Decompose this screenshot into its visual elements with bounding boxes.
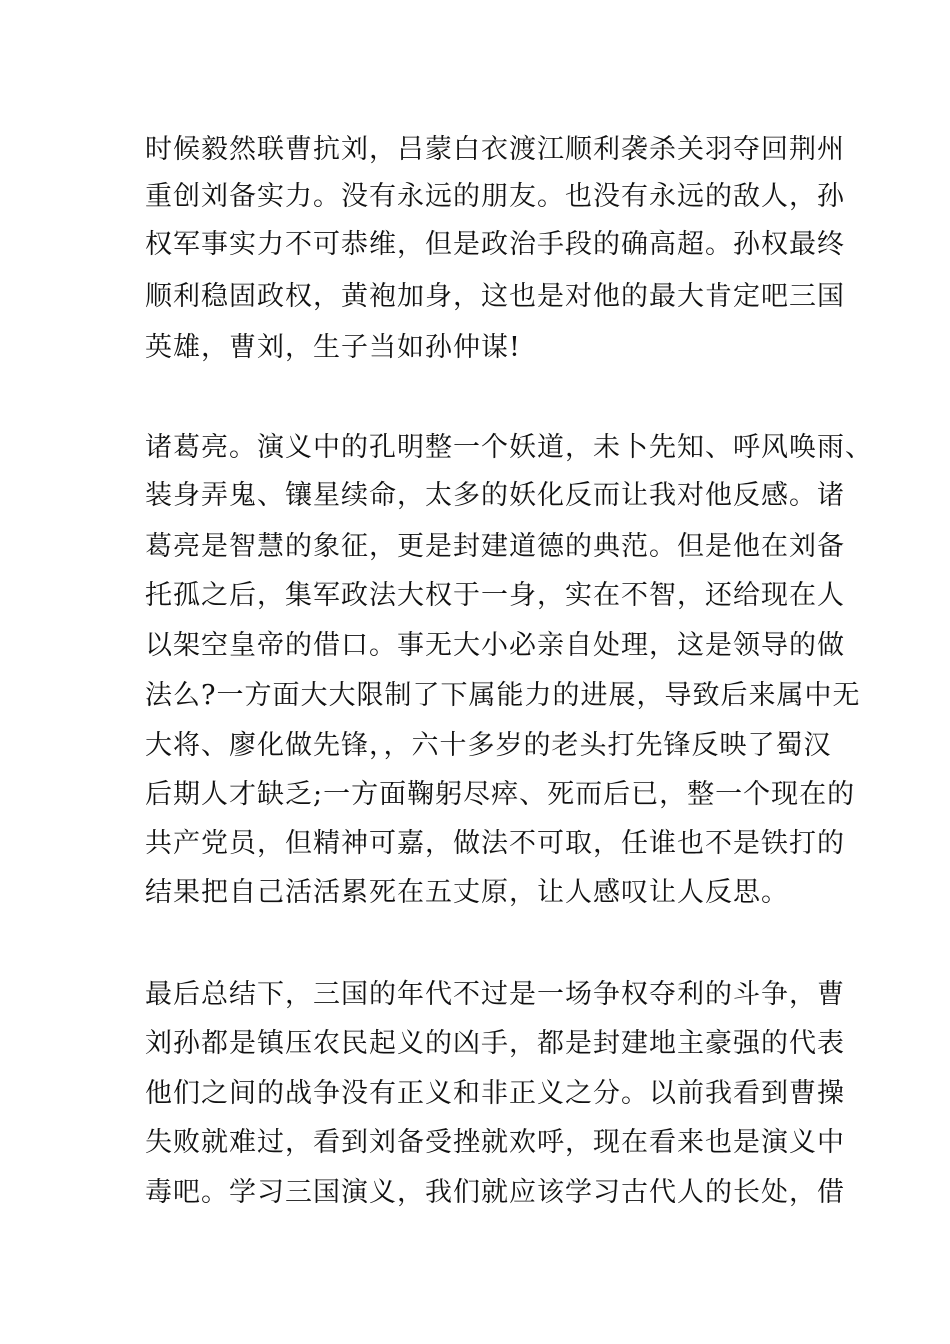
text-line: 法么?一方面大大限制了下属能力的进展，导致后来属中无 — [145, 680, 861, 711]
text-line: 托孤之后，集军政法大权于一身，实在不智，还给现在人 — [145, 580, 845, 611]
text-line: 装身弄鬼、镶星续命，太多的妖化反而让我对他反感。诸 — [145, 480, 845, 511]
text-line: 共产党员，但精神可嘉，做法不可取，任谁也不是铁打的 — [145, 828, 845, 859]
text-line: 他们之间的战争没有正义和非正义之分。以前我看到曹操 — [145, 1078, 845, 1109]
text-line: 最后总结下，三国的年代不过是一场争权夺利的斗争，曹 — [145, 979, 845, 1010]
text-line: 失败就难过，看到刘备受挫就欢呼，现在看来也是演义中 — [145, 1127, 845, 1158]
text-line: 大将、廖化做先锋，，六十多岁的老头打先锋反映了蜀汉 — [145, 730, 832, 761]
text-line: 顺利稳固政权，黄袍加身，这也是对他的最大肯定吧三国 — [145, 281, 845, 312]
text-line: 英雄，曹刘，生子当如孙仲谋! — [145, 332, 521, 363]
text-line: 重创刘备实力。没有永远的朋友。也没有永远的敌人，孙 — [145, 181, 845, 212]
text-line: 刘孙都是镇压农民起义的凶手，都是封建地主豪强的代表 — [145, 1028, 845, 1059]
text-line: 后期人才缺乏;一方面鞠躬尽瘁、死而后已，整一个现在的 — [145, 779, 856, 810]
text-line: 时候毅然联曹抗刘，吕蒙白衣渡江顺利袭杀关羽夺回荆州 — [145, 134, 845, 165]
text-line: 诸葛亮。演义中的孔明整一个妖道，未卜先知、呼风唤雨、 — [145, 432, 873, 463]
text-line: 权军事实力不可恭维，但是政治手段的确高超。孙权最终 — [145, 229, 845, 260]
text-line: 葛亮是智慧的象征，更是封建道德的典范。但是他在刘备 — [145, 531, 845, 562]
text-line: 毒吧。学习三国演义，我们就应该学习古代人的长处，借 — [145, 1177, 845, 1208]
text-line: 以架空皇帝的借口。事无大小必亲自处理，这是领导的做 — [145, 630, 845, 661]
text-line: 结果把自己活活累死在五丈原，让人感叹让人反思。 — [145, 877, 789, 908]
